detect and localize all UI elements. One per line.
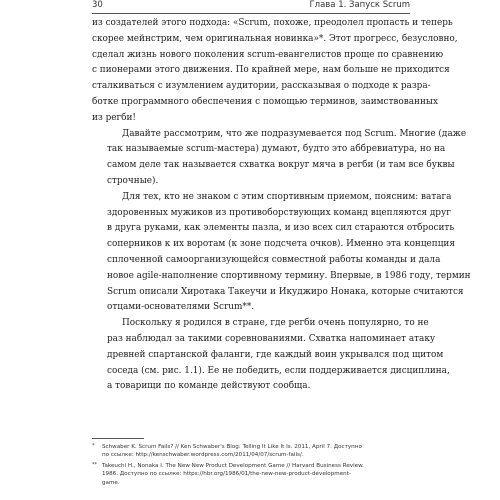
text-line: строчные).	[107, 175, 159, 186]
footnote-mark: *	[92, 443, 95, 449]
text-line: самом деле так называется схватка вокруг мяча в регби (и там все буквы	[107, 160, 455, 171]
body-text	[92, 16, 471, 395]
footnote	[92, 443, 412, 460]
paragraph	[92, 16, 458, 127]
text-line: Поскольку я родился в стране, где регби очень популярно, то не	[122, 318, 429, 329]
text-line: а товарищи по команде действуют сообща.	[107, 381, 311, 392]
text-line: ботке программного обеспечения с помощью терминов, заимствованных	[92, 96, 438, 107]
text-line: из создателей этого подхода: «Scrum, похоже, преодолел пропасть и теперь	[92, 18, 453, 28]
paragraph	[92, 316, 450, 395]
paragraph	[92, 190, 471, 316]
footnote-line: Takeuchi H., Nonaka I. The New New Product Development Game // Harvard Business Review.	[102, 462, 364, 469]
text-line: древней спартанской фаланги, где каждый воин укрывался под щитом	[107, 349, 444, 360]
text-line: сделал жизнь нового поколения scrum-евангелистов проще по сравнению	[92, 49, 444, 60]
page-number: 30	[92, 0, 103, 10]
paragraph	[92, 127, 467, 190]
text-line: Давайте рассмотрим, что же подразумевается под Scrum. Многие (даже	[122, 128, 467, 139]
text-line: Для тех, кто не знаком с этим спортивным приемом, поясним: ватага	[122, 191, 452, 202]
footnote-line: по ссылке: http://kenschwaber.wordpress.com/2011/04/07/scrum-fails/.	[102, 452, 304, 459]
text-line: сплоченной самоорганизующейся совместной работы команды и дала	[107, 254, 441, 265]
footnote-divider	[92, 438, 144, 439]
text-line: из регби!	[92, 112, 136, 123]
text-line: соперников к их воротам (к зоне подсчета очков). Именно эта концепция	[107, 239, 455, 250]
text-line: соседа (см. рис. 1.1). Ее не победить, если поддерживается дисциплина,	[107, 365, 450, 376]
text-line: с пионерами этого движения. По крайней мере, нам больше не приходится	[92, 65, 450, 76]
text-line: сталкиваться с изумлением аудитории, рассказывая о подходе к разра-	[92, 81, 431, 92]
text-line: здоровенных мужиков из противоборствующих команд вцепляются друг	[107, 207, 451, 218]
text-line: Scrum описали Хиротака Такеучи и Икуджиро Нонака, которые считаются	[107, 286, 464, 297]
text-line: скорее мейнстрим, чем оригинальная новинка»*. Этот прогресс, безусловно,	[92, 33, 458, 44]
running-title: Глава 1. Запуск Scrum	[309, 0, 410, 10]
footnote-line: 1986. Доступно по ссылке: https://hbr.org/1986/01/the-new-new-product-development-	[102, 471, 351, 478]
footnotes	[92, 443, 412, 489]
text-line: отцами-основателями Scrum**.	[107, 302, 255, 313]
page-header	[92, 0, 410, 14]
footnote-mark: **	[92, 461, 97, 468]
text-line: новое agile-наполнение спортивному термину. Впервые, в 1986 году, термин	[107, 270, 471, 281]
text-line: раз наблюдал за такими соревнованиями. Схватка напоминает атаку	[107, 333, 436, 344]
footnote-line: game.	[102, 479, 120, 486]
text-line: в друга руками, как элементы пазла, и изо всех сил стараются отбросить	[107, 223, 455, 234]
footnote-line: Schwaber K. Scrum Fails? // Ken Schwaber's Blog: Telling It Like It Is. 2011, April 7. Доступно	[102, 444, 362, 450]
footnote	[92, 462, 412, 487]
text-line: так называемые scrum-мастера) думают, будто это аббревиатура, но на	[107, 144, 446, 155]
